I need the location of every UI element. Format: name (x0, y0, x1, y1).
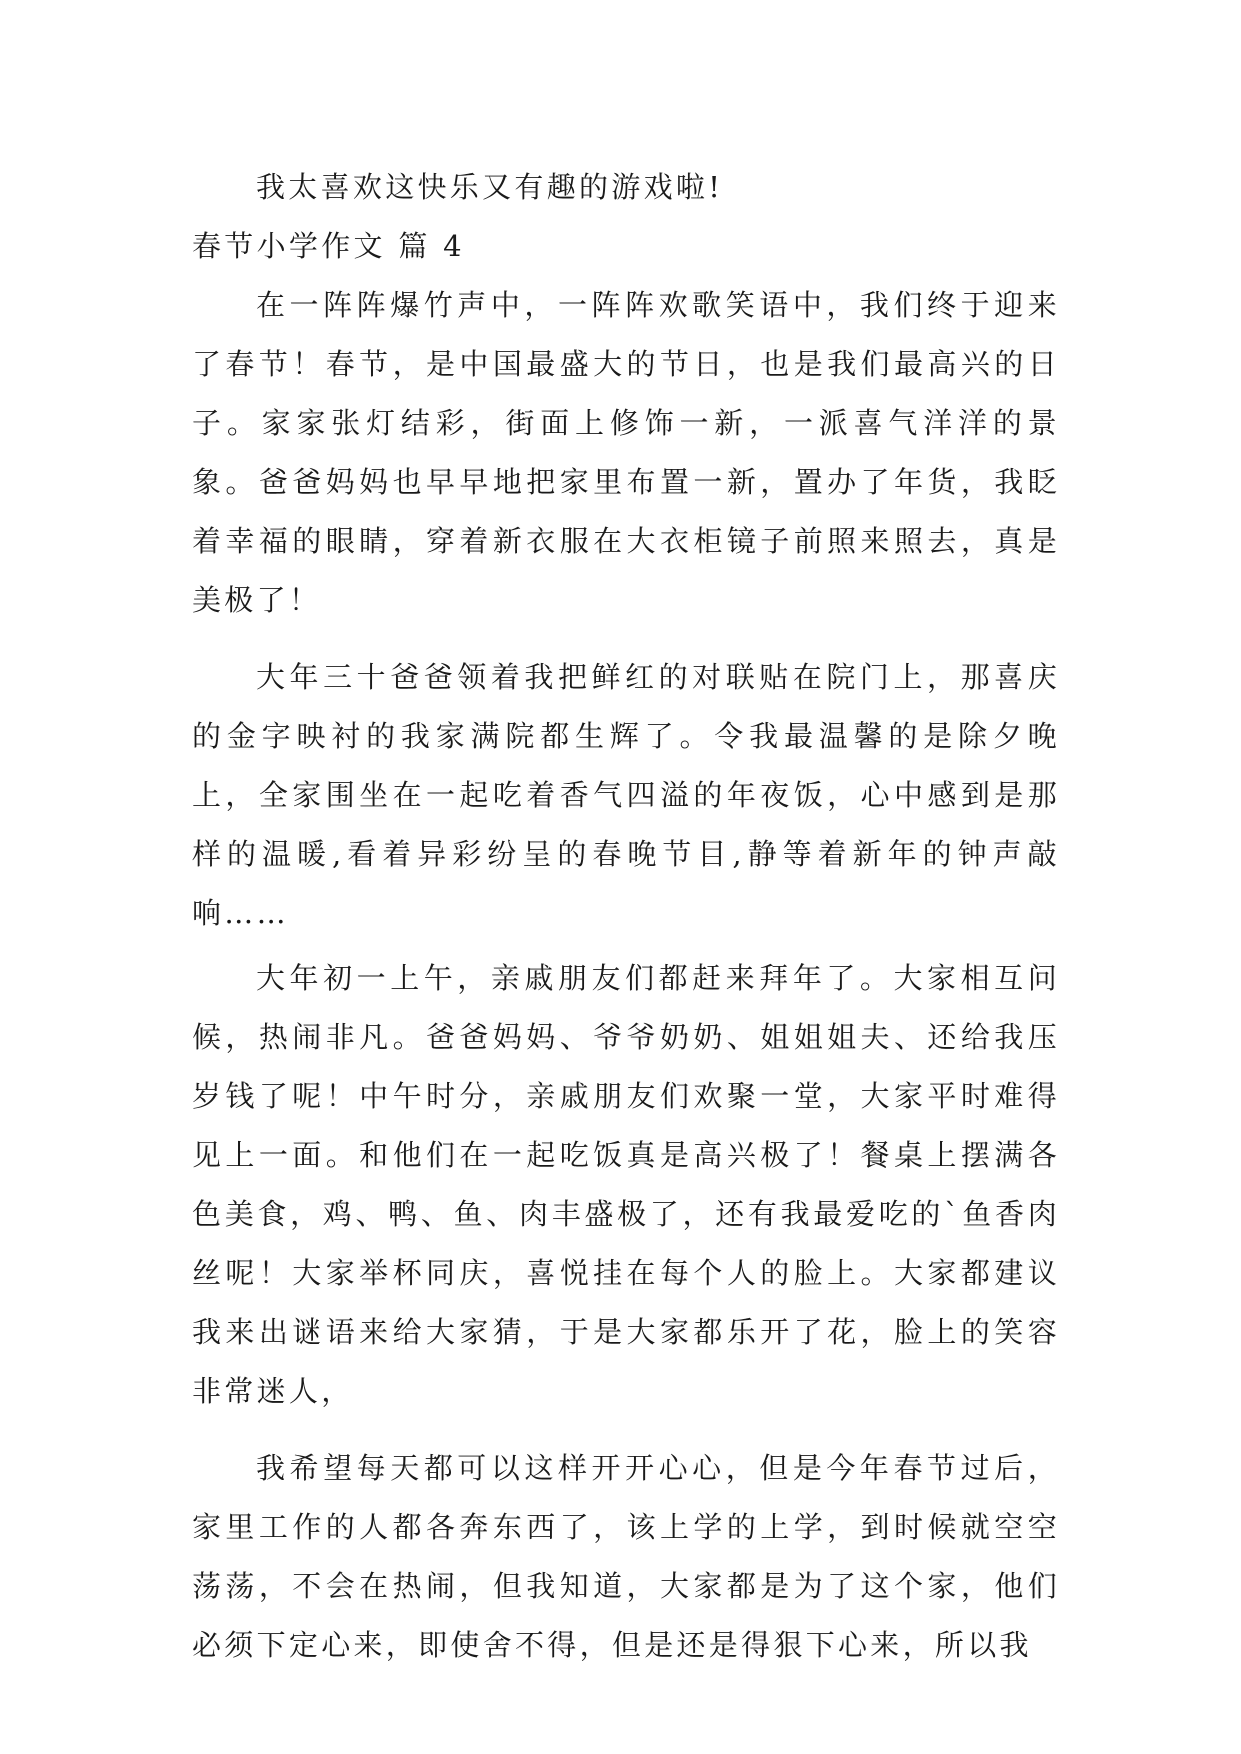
document-body (192, 158, 1060, 1675)
paragraph-3: 大年初一上午，亲戚朋友们都赶来拜年了。大家相互问候，热闹非凡。爸爸妈妈、爷爷奶奶、姐姐姐夫、还给我压岁钱了呢！中午时分，亲戚朋友们欢聚一堂，大家平时难得见上一面。和他们在一起吃饭真是高兴极了！餐桌上摆满各色美食，鸡、鸭、鱼、肉丰盛极了，还有我最爱吃的`鱼香肉丝呢！大家举杯同庆，喜悦挂在每个人的脸上。大家都建议我来出谜语来给大家猜，于是大家都乐开了花，脸上的笑容非常迷人， (192, 961, 1060, 1408)
section-heading: 春节小学作文 篇 4 (192, 229, 465, 263)
lead-line: 我太喜欢这快乐又有趣的游戏啦! (256, 170, 724, 204)
paragraph-2: 大年三十爸爸领着我把鲜红的对联贴在院门上，那喜庆的金字映衬的我家满院都生辉了。令我最温馨的是除夕晚上，全家围坐在一起吃着香气四溢的年夜饭，心中感到是那样的温暖,看着异彩纷呈的春晚节目,静等着新年的钟声敲响…… (192, 660, 1060, 930)
paragraph-1: 在一阵阵爆竹声中，一阵阵欢歌笑语中，我们终于迎来了春节！春节，是中国最盛大的节日，也是我们最高兴的日子。家家张灯结彩，街面上修饰一新，一派喜气洋洋的景象。爸爸妈妈也早早地把家里布置一新，置办了年货，我眨着幸福的眼睛，穿着新衣服在大衣柜镜子前照来照去，真是美极了！ (192, 288, 1060, 617)
paragraph-4: 我希望每天都可以这样开开心心，但是今年春节过后，家里工作的人都各奔东西了，该上学的上学，到时候就空空荡荡，不会在热闹，但我知道，大家都是为了这个家，他们必须下定心来，即使舍不得，但是还是得狠下心来，所以我 (192, 1451, 1060, 1662)
